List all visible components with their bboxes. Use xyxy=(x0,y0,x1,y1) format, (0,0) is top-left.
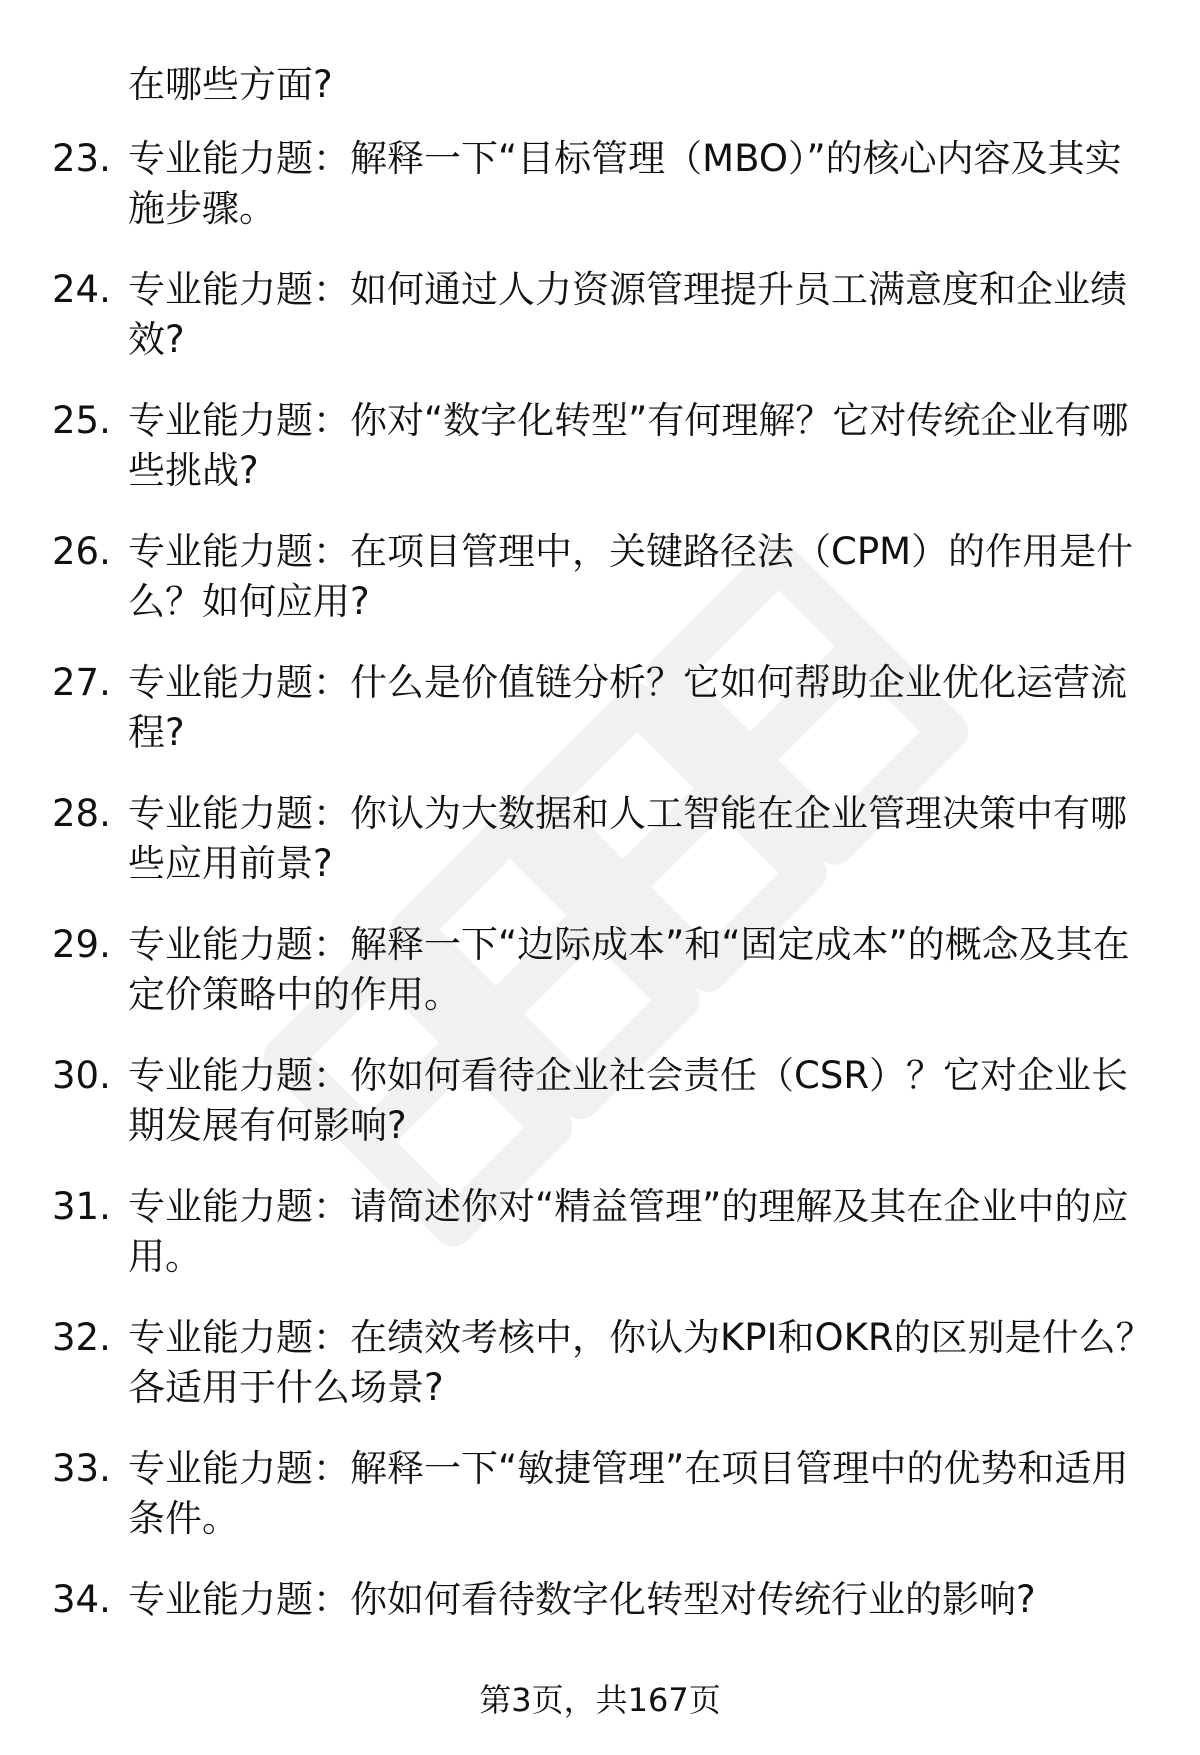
question-text: 专业能力题：在项目管理中，关键路径法（CPM）的作用是什么？如何应用? xyxy=(128,530,1134,623)
question-text: 专业能力题：你认为大数据和人工智能在企业管理决策中有哪些应用前景? xyxy=(128,792,1127,885)
question-item xyxy=(0,1182,1200,1313)
question-number: 27. xyxy=(52,661,111,704)
question-number: 26. xyxy=(52,530,111,573)
question-list xyxy=(0,134,1200,1706)
question-text: 专业能力题：什么是价值链分析？它如何帮助企业优化运营流程? xyxy=(128,661,1127,754)
question-number: 24. xyxy=(52,268,111,311)
question-number: 28. xyxy=(52,792,111,835)
page-footer: 第3页，共167页 xyxy=(479,1681,721,1719)
question-item xyxy=(0,527,1200,658)
question-number: 30. xyxy=(52,1054,111,1097)
question-item xyxy=(0,265,1200,396)
question-text: 专业能力题：你如何看待数字化转型对传统行业的影响? xyxy=(128,1578,1036,1621)
question-number: 31. xyxy=(52,1185,111,1228)
question-item xyxy=(0,1051,1200,1182)
question-item xyxy=(0,658,1200,789)
question-text: 专业能力题：你如何看待企业社会责任（CSR）？它对企业长期发展有何影响? xyxy=(128,1054,1129,1147)
question-number: 34. xyxy=(52,1578,111,1621)
question-number: 29. xyxy=(52,923,111,966)
question-item xyxy=(0,134,1200,265)
question-item xyxy=(0,396,1200,527)
question-item xyxy=(0,920,1200,1051)
question-number: 23. xyxy=(52,137,111,180)
question-number: 32. xyxy=(52,1316,111,1359)
continuation-text: 在哪些方面? xyxy=(128,63,333,106)
question-item xyxy=(0,789,1200,920)
question-number: 25. xyxy=(52,399,111,442)
question-text: 专业能力题：在绩效考核中，你认为KPI和OKR的区别是什么？各适用于什么场景? xyxy=(128,1316,1153,1409)
question-text: 专业能力题：解释一下“目标管理（MBO）”的核心内容及其实施步骤。 xyxy=(128,137,1122,230)
question-text: 专业能力题：如何通过人力资源管理提升员工满意度和企业绩效? xyxy=(128,268,1127,361)
question-number: 33. xyxy=(52,1447,111,1490)
question-item xyxy=(0,1313,1200,1444)
question-item xyxy=(0,1444,1200,1575)
question-text: 专业能力题：请简述你对“精益管理”的理解及其在企业中的应用。 xyxy=(128,1185,1129,1278)
question-text: 专业能力题：你对“数字化转型”有何理解？它对传统企业有哪些挑战? xyxy=(128,399,1129,492)
question-text: 专业能力题：解释一下“敏捷管理”在项目管理中的优势和适用条件。 xyxy=(128,1447,1129,1540)
question-text: 专业能力题：解释一下“边际成本”和“固定成本”的概念及其在定价策略中的作用。 xyxy=(128,923,1130,1016)
